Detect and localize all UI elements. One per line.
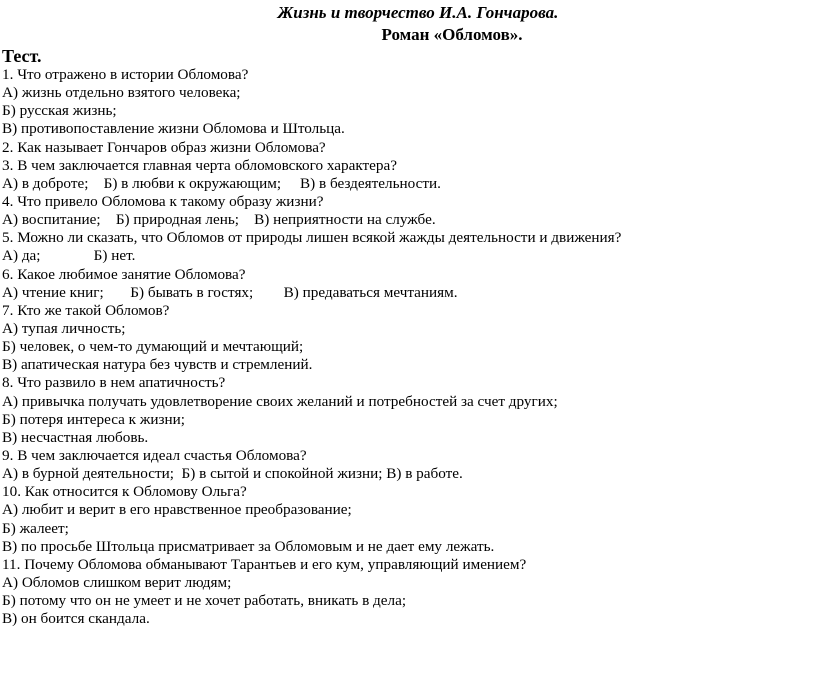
test-questions-list (2, 66, 812, 628)
answer-option-line: Б) жалеет; (2, 519, 69, 537)
question-line: 7. Кто же такой Обломов? (2, 301, 170, 319)
answer-option-line: В) он боится скандала. (2, 610, 150, 628)
answer-option-line: А) привычка получать удовлетворение своих желаний и потребностей за счет других; (2, 392, 558, 410)
answer-option-line: А) тупая личность; (2, 319, 126, 337)
answer-option-line: В) апатическая натура без чувств и стремлений. (2, 356, 313, 374)
answer-option-line: А) в доброте; Б) в любви к окружающим; В) в бездеятельности. (2, 174, 441, 192)
answer-option-line: Б) потеря интереса к жизни; (2, 410, 185, 428)
answer-option-line: Б) человек, о чем-то думающий и мечтающий; (2, 338, 304, 356)
question-line: 9. В чем заключается идеал счастья Обломова? (2, 446, 307, 464)
question-line: 4. Что привело Обломова к такому образу жизни? (2, 192, 324, 210)
document-header (0, 2, 816, 46)
answer-option-line: В) противопоставление жизни Обломова и Штольца. (2, 120, 345, 138)
question-line: 1. Что отражено в истории Обломова? (2, 66, 249, 83)
answer-option-line: А) в бурной деятельности; Б) в сытой и спокойной жизни; В) в работе. (2, 465, 463, 483)
answer-option-line: В) несчастная любовь. (2, 428, 149, 446)
answer-option-line: А) да; Б) нет. (2, 247, 136, 265)
question-line: 5. Можно ли сказать, что Обломов от природы лишен всякой жажды деятельности и движения? (2, 229, 622, 247)
document-subtitle: Роман «Обломов». (381, 25, 523, 44)
answer-option-line: А) чтение книг; Б) бывать в гостях; В) предаваться мечтаниям. (2, 283, 458, 301)
question-line: 3. В чем заключается главная черта обломовского характера? (2, 156, 397, 174)
answer-option-line: Б) потому что он не умеет и не хочет работать, вникать в дела; (2, 592, 407, 610)
answer-option-line: Б) русская жизнь; (2, 102, 117, 120)
answer-option-line: А) жизнь отдельно взятого человека; (2, 84, 241, 102)
question-line: 6. Какое любимое занятие Обломова? (2, 265, 246, 283)
document-title: Жизнь и творчество И.А. Гончарова. (277, 3, 559, 22)
answer-option-line: А) воспитание; Б) природная лень; В) неприятности на службе. (2, 211, 436, 229)
test-heading: Тест. (2, 46, 42, 66)
question-line: 2. Как называет Гончаров образ жизни Обломова? (2, 138, 326, 156)
question-line: 8. Что развило в нем апатичность? (2, 374, 226, 392)
answer-option-line: А) любит и верит в его нравственное преобразование; (2, 501, 352, 519)
answer-option-line: А) Обломов слишком верит людям; (2, 573, 232, 591)
answer-option-line: В) по просьбе Штольца присматривает за Обломовым и не дает ему лежать. (2, 537, 495, 555)
question-line: 10. Как относится к Обломову Ольга? (2, 483, 247, 501)
question-line: 11. Почему Обломова обманывают Тарантьев и его кум, управляющий имением? (2, 555, 527, 573)
